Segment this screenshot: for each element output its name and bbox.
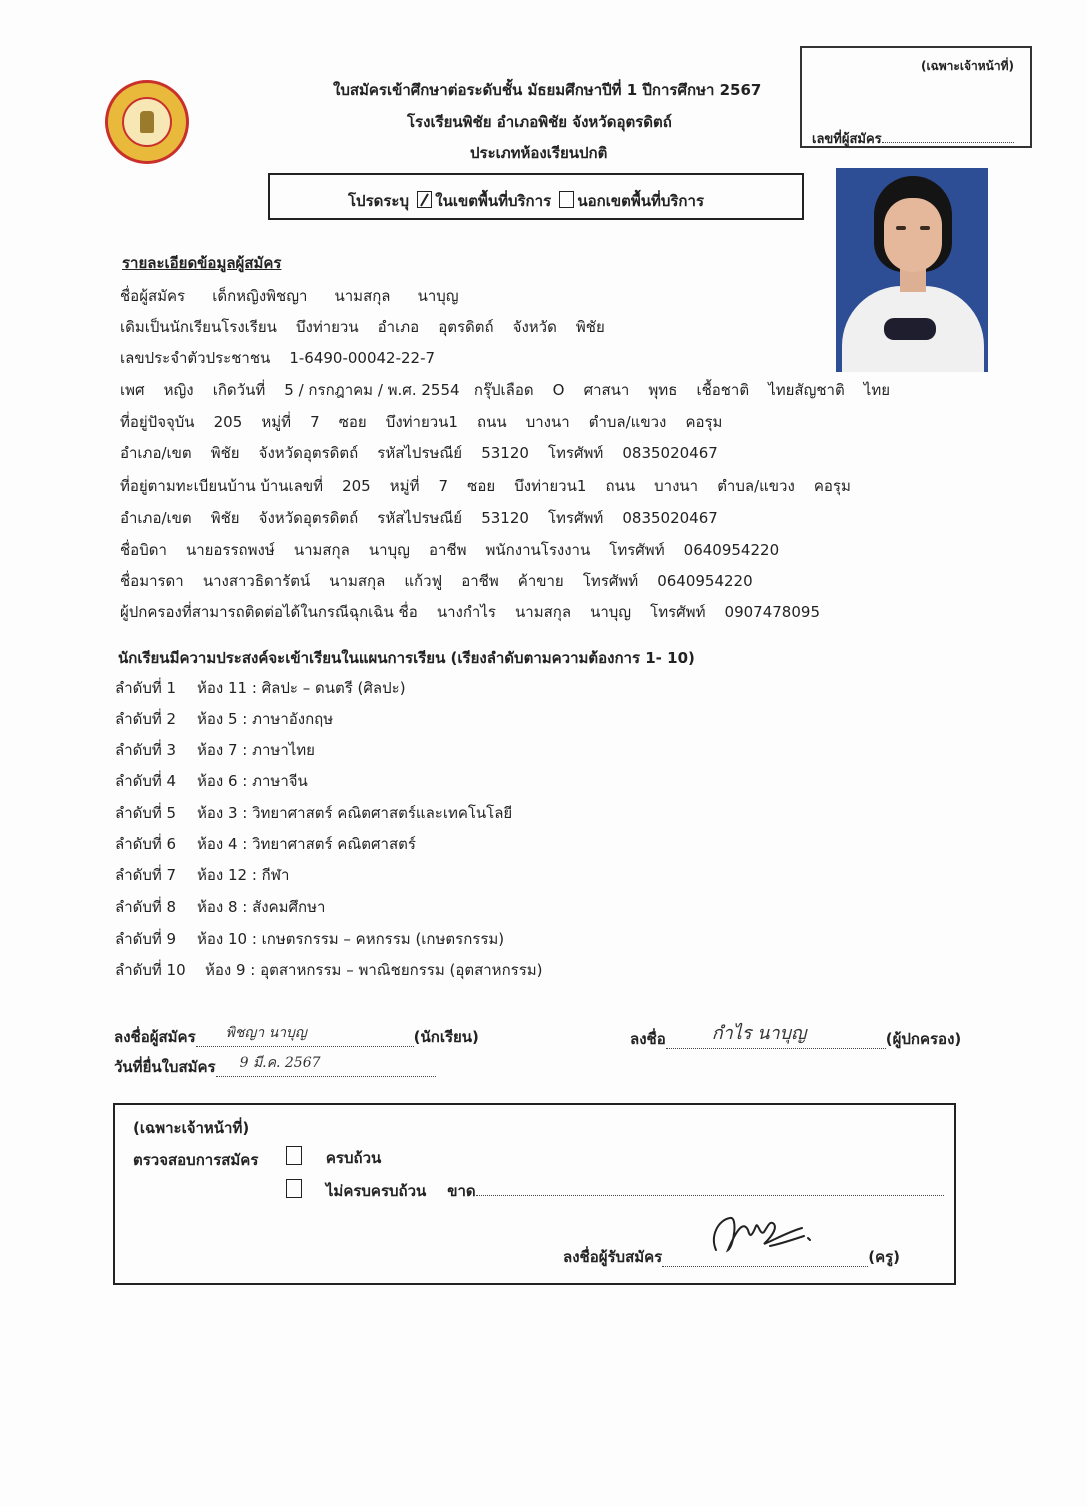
previous-school: บึงท่ายวน: [295, 318, 359, 336]
missing-label: ขาด: [447, 1182, 476, 1200]
guardian-name: นางกำไร: [436, 603, 496, 621]
plan-title: นักเรียนมีความประสงค์จะเข้าเรียนในแผนการเรียน (เรียงลำดับตามความต้องการ 1- 10): [118, 649, 695, 667]
complete-checkbox[interactable]: [286, 1146, 302, 1165]
header-line-1: ใบสมัครเข้าศึกษาต่อระดับชั้น มัธยมศึกษาปีที่ 1 ปีการศึกษา 2567: [333, 81, 762, 99]
row-guardian: ผู้ปกครองที่สามารถติดต่อได้ในกรณีฉุกเฉิน ชื่อ นางกำไร นามสกุล นาบุญ โทรศัพท์ 0907478095: [120, 603, 820, 621]
row-father: ชื่อบิดา นายอรรถพงษ์ นามสกุล นาบุญ อาชีพ พนักงานโรงงาน โทรศัพท์ 0640954220: [120, 541, 780, 559]
mother-name: นางสาวธิดารัตน์: [202, 572, 311, 590]
citizen-id: 1-6490-00042-22-7: [289, 349, 436, 367]
incomplete-label: ไม่ครบครบถ้วน: [325, 1182, 427, 1200]
applicant-surname: นาบุญ: [417, 287, 459, 305]
father-name: นายอรรถพงษ์: [185, 541, 275, 559]
row-name: ชื่อผู้สมัคร เด็กหญิงพิชญา นามสกุล นาบุญ: [120, 287, 459, 305]
choice-row: ลำดับที่ 8 ห้อง 8 : สังคมศึกษา: [115, 898, 326, 916]
row-school: เดิมเป็นนักเรียนโรงเรียน บึงท่ายวน อำเภอ อุตรดิตถ์ จังหวัด พิชัย: [120, 318, 605, 336]
choice-row: ลำดับที่ 6 ห้อง 4 : วิทยาศาสตร์ คณิตศาสตร์: [115, 835, 416, 853]
choice-row: ลำดับที่ 9 ห้อง 10 : เกษตรกรรม – คหกรรม (เกษตรกรรม): [115, 930, 505, 948]
receiver-signature-field[interactable]: ลงชื่อผู้รับสมัคร (ครู): [563, 1245, 900, 1269]
choice-row: ลำดับที่ 10 ห้อง 9 : อุตสาหกรรม – พาณิชยกรรม (อุตสาหกรรม): [115, 961, 543, 979]
row-personal: เพศ หญิง เกิดวันที่ 5 / กรกฎาคม / พ.ศ. 2554 กรุ๊ปเลือด O ศาสนา พุทธ เชื้อชาติ ไทยสัญชาติ ไทย: [120, 381, 891, 399]
applicant-signature-field[interactable]: ลงชื่อผู้สมัคร พิชญา นาบุญ (นักเรียน): [114, 1025, 479, 1049]
school-seal-logo: [105, 80, 189, 164]
in-area-label: ในเขตพื้นที่บริการ: [435, 192, 552, 210]
applicant-name: เด็กหญิงพิชญา: [212, 287, 308, 305]
application-date-field[interactable]: วันที่ยื่นใบสมัคร 9 มี.ค. 2567: [114, 1055, 436, 1079]
office-use-box: [800, 46, 1032, 148]
row-registered-address-2: อำเภอ/เขต พิชัย จังหวัดอุตรดิตถ์ รหัสไปรษณีย์ 53120 โทรศัพท์ 0835020467: [120, 509, 718, 527]
staff-box-title: (เฉพาะเจ้าหน้าที่): [133, 1119, 250, 1137]
service-area-box: [268, 173, 804, 220]
choice-row: ลำดับที่ 4 ห้อง 6 : ภาษาจีน: [115, 772, 308, 790]
in-area-checkbox[interactable]: [417, 191, 432, 208]
out-area-label: นอกเขตพื้นที่บริการ: [577, 192, 704, 210]
applicant-number-label: เลขที่ผู้สมัคร: [812, 132, 882, 147]
choice-row: ลำดับที่ 2 ห้อง 5 : ภาษาอังกฤษ: [115, 710, 334, 728]
receiver-signature: [708, 1206, 818, 1258]
complete-label: ครบถ้วน: [325, 1149, 382, 1167]
choice-row: ลำดับที่ 3 ห้อง 7 : ภาษาไทย: [115, 741, 315, 759]
section-title: รายละเอียดข้อมูลผู้สมัคร: [122, 254, 282, 272]
row-id: เลขประจำตัวประชาชน 1-6490-00042-22-7: [120, 349, 436, 367]
birth-date: 5 / กรกฎาคม / พ.ศ. 2554: [284, 381, 460, 399]
incomplete-checkbox[interactable]: [286, 1179, 302, 1198]
check-label: ตรวจสอบการสมัคร: [133, 1151, 259, 1169]
row-address: ที่อยู่ปัจจุบัน 205 หมู่ที่ 7 ซอย บึงท่ายวน1 ถนน บางนา ตำบล/แขวง คอรุม: [120, 413, 723, 431]
choice-row: ลำดับที่ 7 ห้อง 12 : กีฬา: [115, 866, 290, 884]
row-mother: ชื่อมารดา นางสาวธิดารัตน์ นามสกุล แก้วฟู อาชีพ ค้าขาย โทรศัพท์ 0640954220: [120, 572, 753, 590]
out-area-checkbox[interactable]: [559, 191, 574, 208]
row-registered-address: ที่อยู่ตามทะเบียนบ้าน บ้านเลขที่ 205 หมู่ที่ 7 ซอย บึงท่ายวน1 ถนน บางนา ตำบล/แขวง คอรุม: [120, 477, 851, 495]
header-line-3: ประเภทห้องเรียนปกติ: [470, 144, 608, 162]
choice-row: ลำดับที่ 5 ห้อง 3 : วิทยาศาสตร์ คณิตศาสตร์และเทคโนโลยี: [115, 804, 513, 822]
applicant-number-field[interactable]: [812, 128, 1014, 149]
header-line-2: โรงเรียนพิชัย อำเภอพิชัย จังหวัดอุตรดิตถ์: [407, 113, 672, 131]
guardian-signature: กำไร นาบุญ: [711, 1023, 807, 1044]
application-date: 9 มี.ค. 2567: [239, 1055, 321, 1071]
choice-row: ลำดับที่ 1 ห้อง 11 : ศิลปะ – ดนตรี (ศิลปะ): [115, 679, 406, 697]
row-address-2: อำเภอ/เขต พิชัย จังหวัดอุตรดิตถ์ รหัสไปรษณีย์ 53120 โทรศัพท์ 0835020467: [120, 444, 718, 462]
missing-field[interactable]: [476, 1195, 944, 1196]
applicant-signature: พิชญา นาบุญ: [225, 1025, 307, 1041]
guardian-signature-field[interactable]: ลงชื่อ กำไร นาบุญ (ผู้ปกครอง): [630, 1027, 961, 1051]
applicant-photo: [836, 168, 988, 372]
staff-check-box: [113, 1103, 956, 1285]
area-prompt: โปรดระบุ: [348, 192, 410, 210]
office-box-title: (เฉพาะเจ้าหน้าที่): [921, 59, 1014, 73]
